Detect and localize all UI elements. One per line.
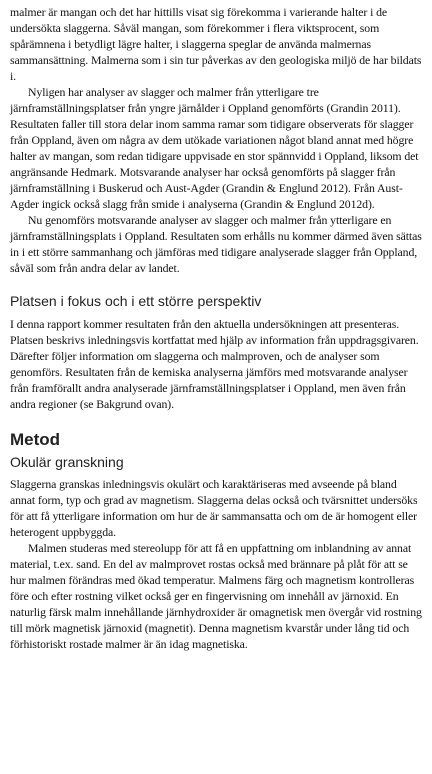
metod-paragraph-2: Malmen studeras med stereolupp för att få en uppfattning om inblandning av annat material, t.ex. sand. En del av malmprovet rostas också med brännare på plåt för att se hur malmen förändras med ökad temperatur. Malmens färg och magnetism kontrolleras före och efter rostning vilket också ger en fingervisning om innehåll av järnoxid. En naturlig färsk malm innehållande järnhydroxider är omagnetisk men övergår vid rostning till mörk magnetisk järnoxid (magnetit). Denna magnetism kvarstår under lång tid och förhistoriskt rostade malmer är än idag magnetiska. xyxy=(10,541,422,651)
intro-paragraph-1: malmer är mangan och det har hittills visat sig förekomma i varierande halter i de undersökta slaggerna. Såväl mangan, som förekommer i flera viktsprocent, som spårämnena i betydligt lägre halter, i slaggerna speglar de använda malmernas sammansättning. Malmerna som i sin tur påverkas av den geologiska miljö de har bildats i. xyxy=(10,5,422,83)
metod-paragraph-1: Slaggerna granskas inledningsvis okulärt och karaktäriseras med avseende på bland annat form, typ och grad av magnetism. Slaggerna delas också och tvärsnittet undersöks för att få ytterligare information om hur de är sammansatta och om de är homogent eller heterogent uppbyggda. xyxy=(10,477,418,539)
intro-section xyxy=(10,4,422,276)
intro-paragraph-2: Nyligen har analyser av slagger och malmer från ytterligare tre järnframställningsplatser från yngre järnålder i Oppland genomförts (Grandin 2011). Resultaten faller till stora delar inom samma ramar som tidigare observerats för slagger från Oppland, även om några av dem utökade variationen något bland annat med högre halter av mangan, som redan tidigare uppvisade en stor spännvidd i Oppland, liksom det angränsande Hedmark. Motsvarande analyser har också genomförts på slagger från järnframställning i Buskerud och Aust-Agder (Grandin & Englund 2012). Från Aust-Agder ingick också slagg från smide i analyserna (Grandin & Englund 2012d). xyxy=(10,85,419,211)
platsen-paragraph: I denna rapport kommer resultaten från den aktuella undersökningen att presenteras. Platsen beskrivs inledningsvis kortfattat med hjälp av information från uppdragsgivaren. Därefter följer information om slaggerna och malmproven, och de analyser som genomförs. Resultaten från de kemiska analyserna jämförs med motsvarande analyser från framförallt andra analyserade järnframställningsplatser i Oppland, men även från andra regioner (se Bakgrund ovan). xyxy=(10,317,419,411)
subsection-heading-okular: Okulär granskning xyxy=(10,454,124,470)
section-heading-platsen: Platsen i fokus och i ett större perspektiv xyxy=(10,293,262,309)
section-heading-metod: Metod xyxy=(10,430,61,449)
intro-paragraph-3: Nu genomförs motsvarande analyser av slagger och malmer från ytterligare en järnframställningsplats i Oppland. Resultaten som erhålls nu kommer därmed även sättas in i ett större sammanhang och jämföras med tidigare analyserade slagger från Oppland, såväl som från andra delar av landet. xyxy=(10,213,422,275)
